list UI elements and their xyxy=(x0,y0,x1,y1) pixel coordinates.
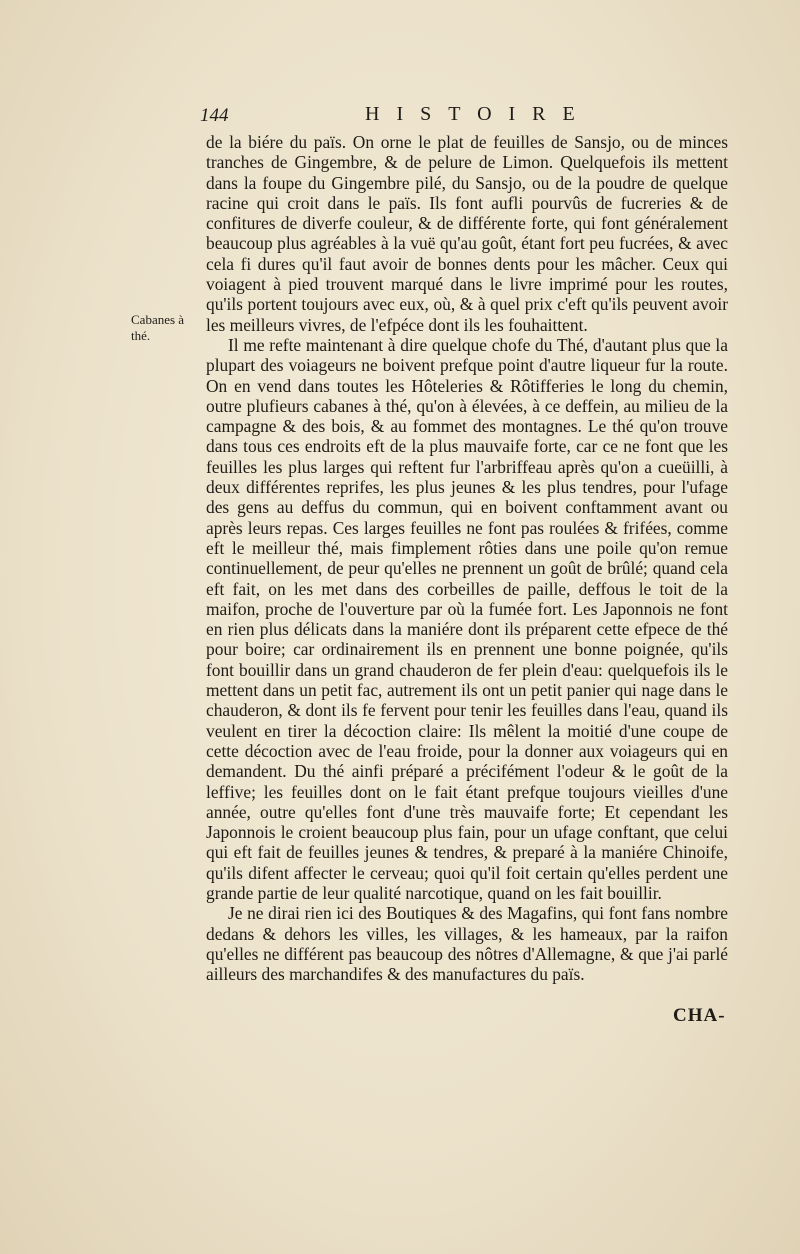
paragraph: de la biére du païs. On orne le plat de feuilles de Sansjo, ou de minces tranches de Gingembre, & de pelure de Limon. Quelquefois ils mettent dans la foupe du Gingembre pilé, du Sansjo, ou de la poudre de quelque racine qui croit dans le païs. Ils font aufli pourvûs de fucreries & de confitures de diverfe couleur, & de différente forte, qui font généralement beaucoup plus agréables à la vuë qu'au goût, étant fort peu fucrées, & avec cela fi dures qu'il faut avoir de bonnes dents pour les mâcher. Ceux qui voiagent à pied trouvent marqué dans le livre imprimé pour les routes, qu'ils portent toujours avec eux, où, & à quel prix c'eft qu'ils peuvent avoir les meilleurs vivres, de l'efpéce dont ils les fouhaittent. xyxy=(206,132,728,335)
body-text xyxy=(206,132,728,984)
page-header xyxy=(200,103,730,129)
running-title: HISTOIRE xyxy=(365,103,592,125)
page-number: 144 xyxy=(200,105,229,126)
paragraph: Il me refte maintenant à dire quelque chofe du Thé, d'autant plus que la plupart des voiageurs ne boivent prefque point d'autre liqueur fur la route. On en vend dans toutes les Hôteleries & Rôtifferies le long du chemin, outre plufieurs cabanes à thé, qu'on à élevées, à ce deffein, au milieu de la campagne & des bois, & au fommet des montagnes. Le thé qu'on trouve dans tous ces endroits eft de la plus mauvaife forte, car ce ne font que les feuilles les plus larges qui reftent fur l'arbriffeau après qu'on a cueüilli, à deux différentes reprifes, les plus jeunes & les plus tendres, pour l'ufage des gens au deffus du commun, qui en boivent conftamment avant ou après leurs repas. Ces larges feuilles ne font pas roulées & frifées, comme eft le meilleur thé, mais fimplement rôties dans une poile qu'on remue continuellement, de peur qu'elles ne prennent un goût de brûlé; quand cela eft fait, on les met dans des corbeilles de paille, deffous le toit de la maifon, proche de l'ouverture par où la fumée fort. Les Japonnois ne font en rien plus délicats dans la maniére dont ils préparent cette efpece de thé pour boire; car ordinairement ils en prennent une bonne poignée, qu'ils font bouillir dans un grand chauderon de fer plein d'eau: quelquefois ils le mettent dans un petit fac, autrement ils ont un petit panier qui nage dans le chauderon, & dont ils fe fervent pour tenir les feuilles dans l'eau, quand ils veulent en tirer la décoction claire: Ils mêlent la moitié d'une coupe de cette décoction avec de l'eau froide, pour la donner aux voiageurs qui en demandent. Du thé ainfi préparé a précifément l'odeur & le goût de la leffive; les feuilles dont on le fait étant prefque toujours vieilles d'une année, outre qu'elles font d'une très mauvaife forte; Et cependant les Japonnois le croient beaucoup plus fain, pour un ufage conftant, que celui qui eft fait de feuilles jeunes & tendres, & preparé à la maniére Chinoife, qu'ils difent affecter le cerveau; quoi qu'il foit certain qu'elles perdent une grande partie de leur qualité narcotique, quand on les fait bouillir. xyxy=(206,334,728,903)
paragraph: Je ne dirai rien ici des Boutiques & des Magafins, qui font fans nombre dedans & dehors les villes, les villages, & les hameaux, par la raifon qu'elles ne différent pas beaucoup des nôtres d'Allemagne, & que j'ai parlé ailleurs des marchandifes & des manufactures du païs. xyxy=(206,903,728,985)
catchword: CHA- xyxy=(673,1005,726,1026)
margin-note: Cabanes à thé. xyxy=(131,312,185,343)
